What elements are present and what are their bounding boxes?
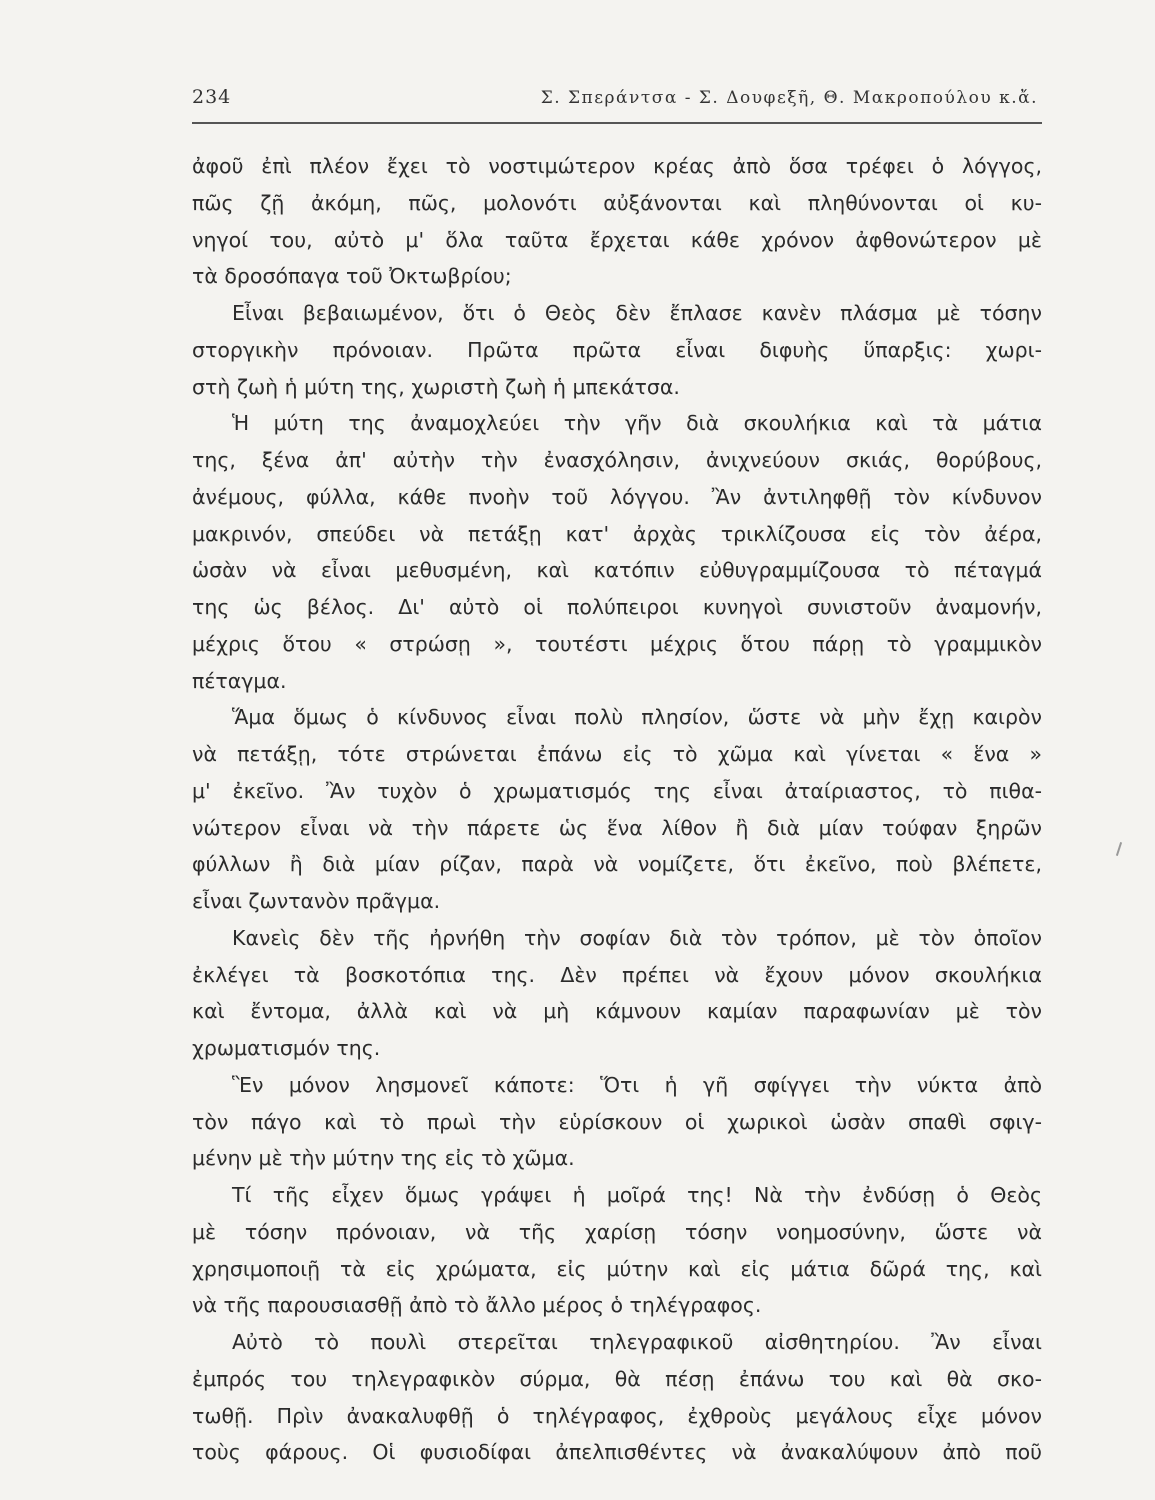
text-line: νὰ τῆς παρουσιασθῇ ἀπὸ τὸ ἄλλο μέρος ὁ τηλέγραφος. xyxy=(192,1293,762,1318)
text-line: Αὐτὸ τὸ πουλὶ στερεῖται τηλεγραφικοῦ αἰσθητηρίου. Ἂν εἶναι xyxy=(232,1330,1042,1354)
text-line: Ἡ μύτη της ἀναμοχλεύει τὴν γῆν διὰ σκουλήκια καὶ τὰ μάτια xyxy=(232,411,1042,436)
text-line: Εἶναι βεβαιωμένον, ὅτι ὁ Θεὸς δὲν ἔπλασε κανὲν πλάσμα μὲ τόσην xyxy=(232,301,1042,325)
text-line: της, ξένα ἀπ' αὐτὴν τὴν ἐνασχόλησιν, ἀνιχνεύουν σκιάς, θορύβους, xyxy=(192,448,1042,472)
text-line: στοργικὴν πρόνοιαν. Πρῶτα πρῶτα εἶναι διφυὴς ὕπαρξις: χωρι- xyxy=(192,337,1042,362)
text-line: τὸν πάγο καὶ τὸ πρωὶ τὴν εὑρίσκουν οἱ χωρικοὶ ὡσὰν σπαθὶ σφιγ- xyxy=(192,1109,1042,1134)
text-line: τοὺς φάρους. Οἱ φυσιοδίφαι ἀπελπισθέντες νὰ ἀνακαλύψουν ἀπὸ ποῦ xyxy=(192,1440,1042,1465)
text-line: νώτερον εἶναι νὰ τὴν πάρετε ὡς ἕνα λίθον ἢ διὰ μίαν τούφαν ξηρῶν xyxy=(192,815,1042,840)
text-line: μένην μὲ τὴν μύτην της εἰς τὸ χῶμα. xyxy=(192,1146,575,1171)
text-line: Τί τῆς εἶχεν ὅμως γράψει ἡ μοῖρά της! Νὰ τὴν ἐνδύσῃ ὁ Θεὸς xyxy=(232,1183,1042,1207)
text-line: στὴ ζωὴ ἡ μύτη της, χωριστὴ ζωὴ ἡ μπεκάτσα. xyxy=(192,374,680,399)
text-line: ὡσὰν νὰ εἶναι μεθυσμένη, καὶ κατόπιν εὐθυγραμμίζουσα τὸ πέταγμά xyxy=(192,558,1042,583)
text-line: μέχρις ὅτου « στρώσῃ », τουτέστι μέχρις ὅτου πάρῃ τὸ γραμμικὸν xyxy=(192,631,1042,656)
text-line: μὲ τόσην πρόνοιαν, νὰ τῆς χαρίσῃ τόσην νοημοσύνην, ὥστε νὰ xyxy=(192,1219,1042,1244)
body-text xyxy=(192,148,1042,1471)
text-line: νὰ πετάξῃ, τότε στρώνεται ἐπάνω εἰς τὸ χῶμα καὶ γίνεται « ἕνα » xyxy=(192,742,1042,766)
text-line: μακρινόν, σπεύδει νὰ πετάξῃ κατ' ἀρχὰς τρικλίζουσα εἰς τὸν ἀέρα, xyxy=(192,521,1042,546)
text-line: χρησιμοποιῇ τὰ εἰς χρώματα, εἰς μύτην καὶ εἰς μάτια δῶρά της, καὶ xyxy=(192,1256,1042,1281)
text-line: πέταγμα. xyxy=(192,668,287,693)
text-line: Ἅμα ὅμως ὁ κίνδυνος εἶναι πολὺ πλησίον, ὥστε νὰ μὴν ἔχῃ καιρὸν xyxy=(232,705,1042,730)
text-line: Κανεὶς δὲν τῆς ἠρνήθη τὴν σοφίαν διὰ τὸν τρόπον, μὲ τὸν ὁποῖον xyxy=(232,925,1042,950)
text-line: ἀνέμους, φύλλα, κάθε πνοὴν τοῦ λόγγου. Ἂν ἀντιληφθῇ τὸν κίνδυνον xyxy=(192,484,1042,509)
text-line: ἐμπρός του τηλεγραφικὸν σύρμα, θὰ πέσῃ ἐπάνω του καὶ θὰ σκο- xyxy=(192,1366,1042,1391)
text-line: νηγοί του, αὐτὸ μ' ὅλα ταῦτα ἔρχεται κάθε χρόνον ἀφθονώτερον μὲ xyxy=(192,227,1042,252)
text-line: της ὡς βέλος. Δι' αὐτὸ οἱ πολύπειροι κυνηγοὶ συνιστοῦν ἀναμονήν, xyxy=(192,595,1042,619)
text-line: καὶ ἔντομα, ἀλλὰ καὶ νὰ μὴ κάμνουν καμίαν παραφωνίαν μὲ τὸν xyxy=(192,999,1042,1024)
text-line: χρωματισμόν της. xyxy=(192,1036,381,1060)
text-line: πῶς ζῇ ἀκόμη, πῶς, μολονότι αὐξάνονται καὶ πληθύνονται οἱ κυ- xyxy=(192,190,1042,215)
running-head: Σ. Σπεράντσα - Σ. Δουφεξῆ, Θ. Μακροπούλου κ.ἄ. xyxy=(540,88,1038,108)
text-line: Ἓν μόνον λησμονεῖ κάποτε: Ὅτι ἡ γῆ σφίγγει τὴν νύκτα ἀπὸ xyxy=(232,1072,1042,1097)
text-line: τὰ δροσόπαγα τοῦ Ὀκτωβρίου; xyxy=(192,264,512,289)
text-line: ἐκλέγει τὰ βοσκοτόπια της. Δὲν πρέπει νὰ ἔχουν μόνον σκουλήκια xyxy=(192,962,1042,987)
text-line: εἶναι ζωντανὸν πρᾶγμα. xyxy=(192,889,441,913)
text-line: φύλλων ἢ διὰ μίαν ρίζαν, παρὰ νὰ νομίζετε, ὅτι ἐκεῖνο, ποὺ βλέπετε, xyxy=(192,852,1042,877)
page-header xyxy=(192,86,1042,124)
margin-pencil-mark xyxy=(1116,842,1122,856)
text-line: τωθῇ. Πρὶν ἀνακαλυφθῇ ὁ τηλέγραφος, ἐχθροὺς μεγάλους εἶχε μόνον xyxy=(192,1403,1042,1428)
text-line: ἀφοῦ ἐπὶ πλέον ἔχει τὸ νοστιμώτερον κρέας ἀπὸ ὅσα τρέφει ὁ λόγγος, xyxy=(192,154,1042,178)
text-line: μ' ἐκεῖνο. Ἂν τυχὸν ὁ χρωματισμός της εἶναι ἀταίριαστος, τὸ πιθα- xyxy=(192,778,1042,803)
page-number: 234 xyxy=(192,86,232,108)
